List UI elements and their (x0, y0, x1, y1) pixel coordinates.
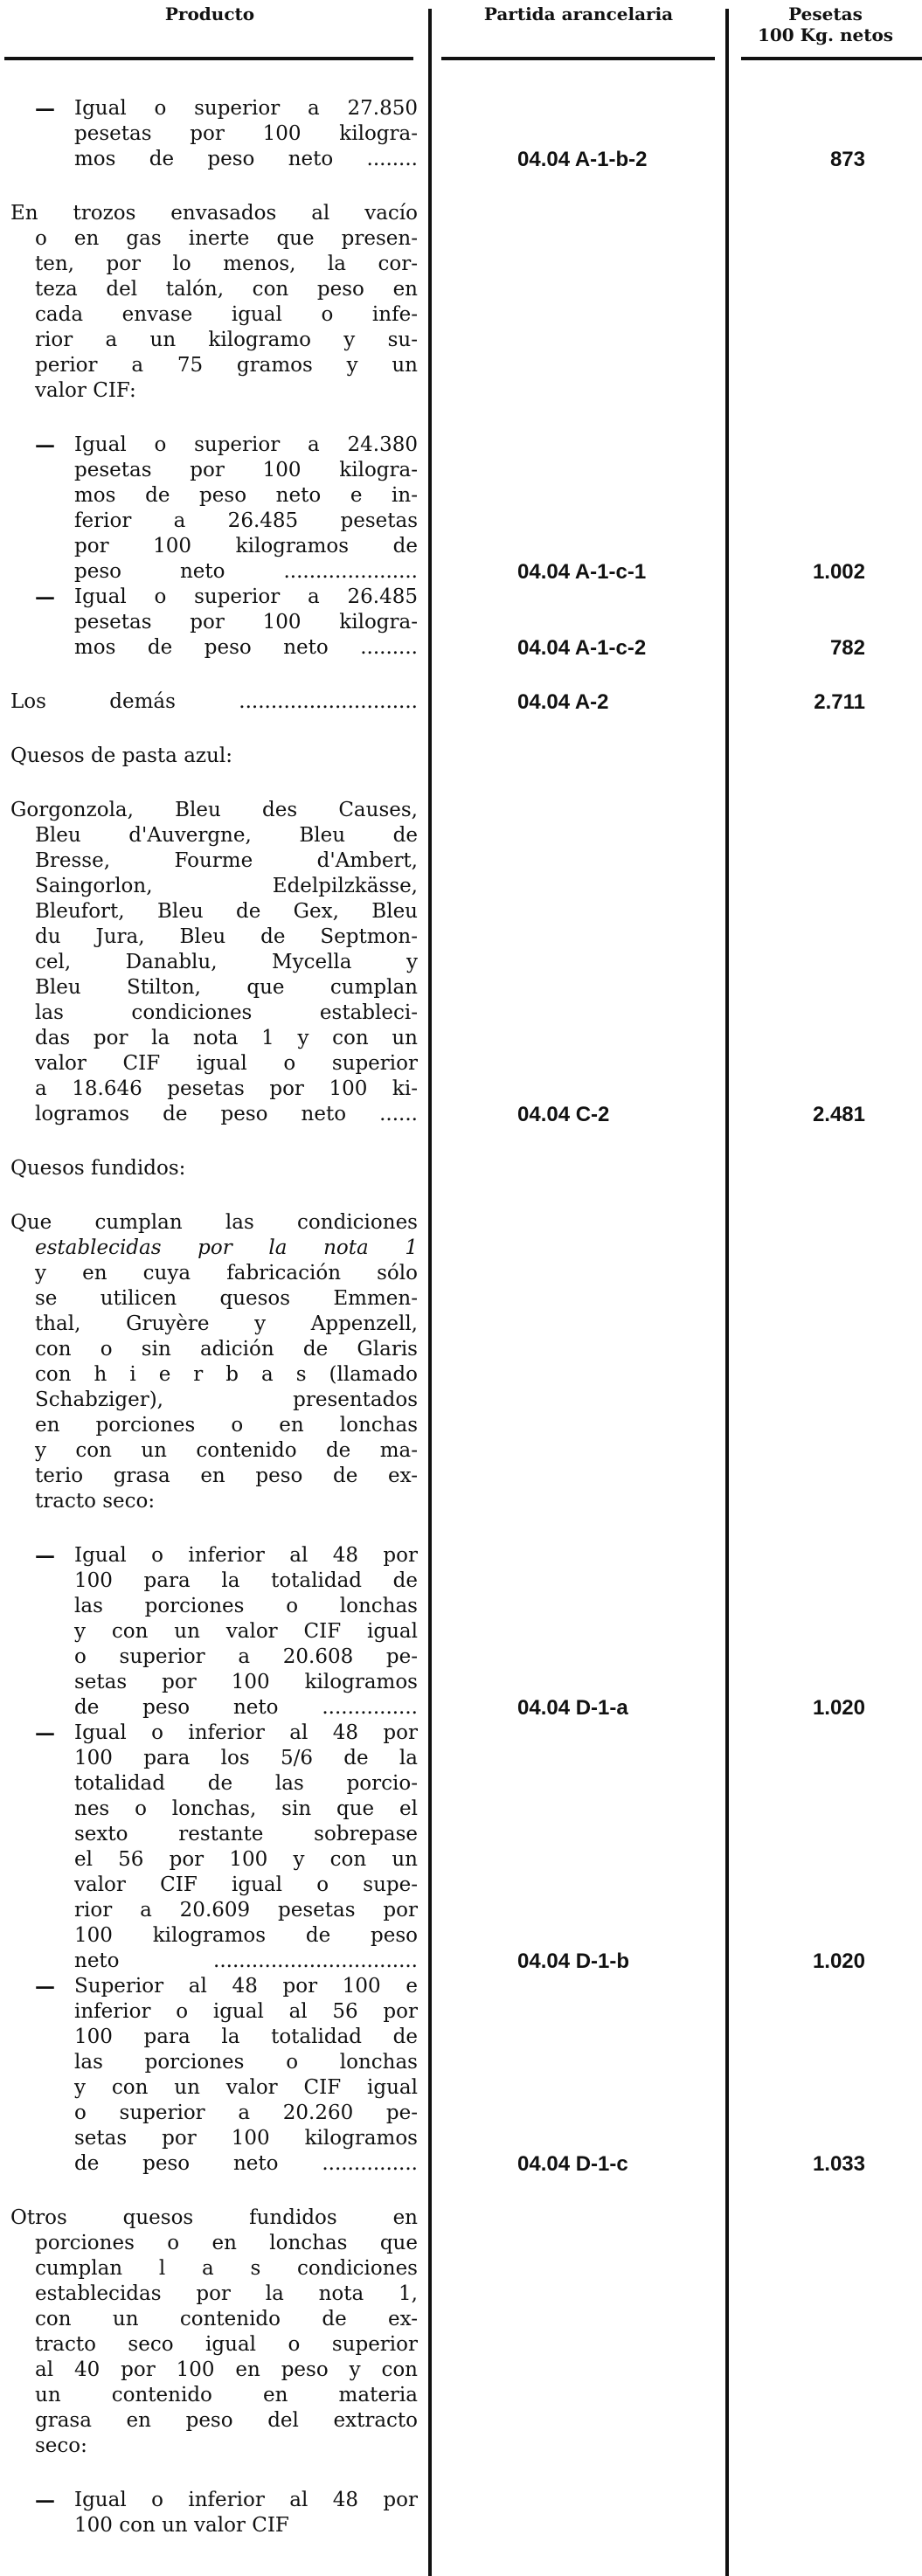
dash-bullet-icon: — (35, 1721, 55, 1745)
product-text-line: o en gas inerte que presen- (35, 227, 418, 250)
product-text-line: y con un valor CIF igual (74, 2076, 418, 2099)
product-text-line: sexto restante sobrepase (74, 1823, 418, 1845)
product-text-line: Otros quesos fundidos en (10, 2206, 418, 2229)
product-text-line: grasa en peso del extracto (35, 2409, 418, 2432)
product-description (0, 585, 428, 661)
product-text-line: totalidad de las porcio- (74, 1772, 418, 1795)
product-text-line: al 40 por 100 en peso y con (35, 2358, 418, 2381)
table-row (0, 1721, 922, 1974)
product-text-line: y con un valor CIF igual (74, 1620, 418, 1643)
product-text-line: pesetas por 100 kilogra- (74, 611, 418, 634)
product-text-line: Bleufort, Bleu de Gex, Bleu (35, 900, 418, 923)
product-text-line: las condiciones estableci- (35, 1001, 418, 1024)
product-text-line: Igual o superior a 24.380 (74, 433, 418, 456)
header-pesetas-line1: Pesetas (788, 3, 863, 24)
product-description (0, 1156, 428, 1181)
table-row (0, 433, 922, 585)
dash-bullet-icon: — (35, 97, 55, 121)
product-text-line: o superior a 20.608 pe- (74, 1645, 418, 1668)
product-text-line: porciones o en lonchas que (35, 2232, 418, 2254)
product-text-line: Igual o inferior al 48 por (74, 1544, 418, 1567)
header-partida-arancelaria: Partida arancelaria (483, 3, 674, 24)
partida-arancelaria-code: 04.04 C-2 (517, 1103, 610, 1126)
partida-arancelaria-code: 04.04 D-1-a (517, 1696, 628, 1720)
product-text-line: seco: (35, 2434, 87, 2457)
product-text-line: de peso neto ............... (74, 2152, 418, 2175)
product-text-line: el 56 por 100 y con un (74, 1848, 418, 1871)
table-row (0, 2488, 922, 2538)
product-description (0, 2206, 428, 2459)
partida-arancelaria-code: 04.04 D-1-b (517, 1949, 630, 1973)
product-text-line: Igual o superior a 27.850 (74, 97, 418, 120)
table-row (0, 1210, 922, 1514)
product-text-line: tracto seco igual o superior (35, 2333, 418, 2356)
partida-arancelaria-code: 04.04 A-1-c-2 (517, 636, 647, 660)
product-description (0, 1974, 428, 2177)
product-text-line: a 18.646 pesetas por 100 ki- (35, 1077, 418, 1100)
table-row (0, 689, 922, 715)
tariff-table-body (0, 96, 922, 2538)
product-text-line: pesetas por 100 kilogra- (74, 459, 418, 481)
product-description (0, 1721, 428, 1974)
product-text-line: 100 para la totalidad de (74, 1569, 418, 1592)
product-text-line: Bleu Stilton, que cumplan (35, 976, 418, 999)
table-row (0, 1543, 922, 1721)
pesetas-value: 1.020 (812, 1949, 865, 1973)
product-text-line: Igual o inferior al 48 por (74, 2489, 418, 2511)
product-description (0, 1543, 428, 1721)
table-row (0, 201, 922, 404)
product-description (0, 2488, 428, 2538)
partida-arancelaria-code: 04.04 A-1-c-1 (517, 560, 647, 584)
product-text-line: Saingorlon, Edelpilzkässe, (35, 875, 418, 897)
pesetas-value: 1.002 (812, 560, 865, 584)
product-text-line: das por la nota 1 y con un (35, 1027, 418, 1049)
product-description (0, 798, 428, 1127)
product-text-line: Bleu d'Auvergne, Bleu de (35, 824, 418, 847)
product-text-line: perior a 75 gramos y un (35, 354, 418, 377)
table-row (0, 585, 922, 661)
header-rule-partida (441, 57, 715, 60)
product-text-line: 100 para la totalidad de (74, 2025, 418, 2048)
product-text-line: o superior a 20.260 pe- (74, 2102, 418, 2124)
dash-bullet-icon: — (35, 1975, 55, 1998)
header-producto: Producto (164, 3, 255, 24)
product-text-line: thal, Gruyère y Appenzell, (35, 1312, 418, 1335)
product-text-line: neto ................................ (74, 1949, 418, 1972)
product-text-line: establecidas por la nota 1, (35, 2282, 418, 2305)
product-text-line: Bresse, Fourme d'Ambert, (35, 849, 418, 872)
header-pesetas-line2: 100 Kg. netos (757, 24, 894, 45)
product-text-line: terio grasa en peso de ex- (35, 1465, 418, 1487)
product-text-line: 100 con un valor CIF (74, 2514, 289, 2537)
product-text-line: cel, Danablu, Mycella y (35, 951, 418, 973)
product-text-line: valor CIF igual o superior (35, 1052, 418, 1075)
product-text-line: Gorgonzola, Bleu des Causes, (10, 799, 418, 821)
product-text-line: de peso neto ............... (74, 1696, 418, 1719)
product-text-line: setas por 100 kilogramos (74, 1671, 418, 1693)
product-text-line: Schabziger), presentados (35, 1388, 418, 1411)
product-text-line: rior a 20.609 pesetas por (74, 1899, 418, 1922)
product-text-line: peso neto ..................... (74, 560, 418, 583)
product-description (0, 96, 428, 172)
product-text-line: Quesos fundidos: (10, 1157, 186, 1180)
dash-bullet-icon: — (35, 2489, 55, 2512)
product-text-line: un contenido en materia (35, 2384, 418, 2406)
product-description (0, 689, 428, 715)
product-text-line: 100 kilogramos de peso (74, 1924, 418, 1947)
product-text-line: en porciones o en lonchas (35, 1414, 418, 1437)
pesetas-value: 782 (829, 636, 865, 660)
product-text-line: setas por 100 kilogramos (74, 2127, 418, 2150)
product-text-line: con h i e r b a s (llamado (35, 1363, 418, 1386)
product-text-line: con un contenido de ex- (35, 2308, 418, 2330)
product-text-line: tracto seco: (35, 1490, 156, 1513)
product-text-line: mos de peso neto ........ (74, 148, 418, 170)
product-text-line: establecidas por la nota 1 (35, 1236, 418, 1259)
product-text-line: Igual o superior a 26.485 (74, 585, 418, 608)
header-pesetas (729, 3, 922, 45)
product-text-line: con o sin adición de Glaris (35, 1338, 418, 1361)
pesetas-value: 873 (829, 148, 865, 171)
product-text-line: Quesos de pasta azul: (10, 744, 232, 767)
product-text-line: Igual o inferior al 48 por (74, 1721, 418, 1744)
header-rule-producto (4, 57, 413, 60)
product-text-line: logramos de peso neto ...... (35, 1103, 418, 1125)
product-description (0, 433, 428, 585)
product-text-line: mos de peso neto ......... (74, 636, 418, 659)
product-text-line: cumplan l a s condiciones (35, 2257, 418, 2280)
product-text-line: Los demás ............................ (10, 690, 418, 713)
product-text-line: las porciones o lonchas (74, 2051, 418, 2074)
product-text-line: valor CIF igual o supe- (74, 1873, 418, 1896)
product-text-line: mos de peso neto e in- (74, 484, 418, 507)
table-row (0, 1156, 922, 1181)
table-row (0, 2206, 922, 2459)
product-text-line: ferior a 26.485 pesetas (74, 509, 418, 532)
product-text-line: 100 para los 5/6 de la (74, 1747, 418, 1769)
dash-bullet-icon: — (35, 433, 55, 457)
partida-arancelaria-code: 04.04 A-1-b-2 (517, 148, 648, 171)
product-text-line: y en cuya fabricación sólo (35, 1262, 418, 1285)
dash-bullet-icon: — (35, 1544, 55, 1568)
product-text-line: nes o lonchas, sin que el (74, 1797, 418, 1820)
product-text-line: rior a un kilogramo y su- (35, 329, 418, 351)
product-text-line: teza del talón, con peso en (35, 278, 418, 301)
table-row (0, 96, 922, 172)
product-text-line: valor CIF: (35, 379, 136, 402)
pesetas-value: 2.481 (812, 1103, 865, 1126)
pesetas-value: 1.033 (812, 2152, 865, 2176)
product-text-line: Superior al 48 por 100 e (74, 1975, 418, 1998)
product-text-line: por 100 kilogramos de (74, 535, 418, 557)
product-text-line: pesetas por 100 kilogra- (74, 122, 418, 145)
product-description (0, 1210, 428, 1514)
product-text-line: y con un contenido de ma- (35, 1439, 418, 1462)
product-text-line: du Jura, Bleu de Septmon- (35, 925, 418, 948)
partida-arancelaria-code: 04.04 D-1-c (517, 2152, 628, 2176)
partida-arancelaria-code: 04.04 A-2 (517, 690, 609, 714)
product-text-line: ten, por lo menos, la cor- (35, 253, 418, 275)
product-text-line: inferior o igual al 56 por (74, 2000, 418, 2023)
table-row (0, 744, 922, 769)
product-text-line: las porciones o lonchas (74, 1595, 418, 1617)
pesetas-value: 2.711 (814, 690, 865, 714)
product-text-line: Que cumplan las condiciones (10, 1211, 418, 1234)
header-rule-pesetas (741, 57, 922, 60)
table-row (0, 798, 922, 1127)
product-description (0, 201, 428, 404)
product-text-line: cada envase igual o infe- (35, 303, 418, 326)
product-text-line: En trozos envasados al vacío (10, 202, 418, 225)
product-description (0, 744, 428, 769)
table-row (0, 1974, 922, 2177)
dash-bullet-icon: — (35, 585, 55, 609)
product-text-line: se utilicen quesos Emmen- (35, 1287, 418, 1310)
pesetas-value: 1.020 (812, 1696, 865, 1720)
